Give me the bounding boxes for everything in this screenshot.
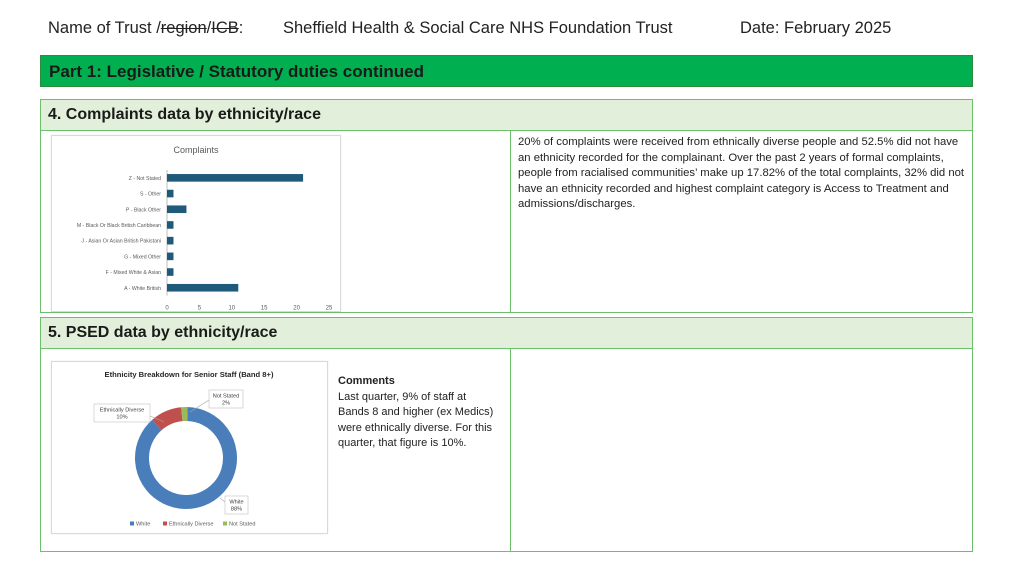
complaints-x-tick: 15	[260, 305, 268, 311]
donut-label-not-stated-pct: 2%	[221, 400, 231, 407]
complaints-x-tick: 25	[325, 305, 333, 311]
section-psed-title: 5. PSED data by ethnicity/race	[48, 324, 278, 341]
donut-label-white-name: White	[229, 499, 244, 506]
complaints-category-label: G - Mixed Other	[124, 254, 161, 261]
trust-label	[48, 19, 243, 38]
complaints-category-label: S - Other	[139, 191, 161, 198]
trust-name: Sheffield Health & Social Care NHS Foundation Trust	[283, 19, 673, 37]
complaints-category-label: J - Asian Or Asian British Pakistani	[81, 238, 161, 245]
section-psed	[40, 317, 973, 552]
psed-comments-text: Last quarter, 9% of staff at Bands 8 and higher (ex Medics) were ethnically diverse. For this quarter, that figure is 10%.	[338, 390, 494, 449]
complaints-x-tick: 10	[228, 305, 236, 311]
complaints-chart-title: Complaints	[173, 145, 219, 155]
report-date: Date: February 2025	[740, 19, 892, 37]
trust-label-prefix: Name of Trust /	[48, 19, 161, 37]
complaints-x-tick: 0	[165, 305, 169, 311]
complaints-bar	[167, 205, 186, 213]
complaints-chart-frame	[51, 135, 341, 312]
complaints-bar	[167, 221, 173, 229]
trust-label-colon: :	[238, 19, 244, 37]
complaints-category-label: F - Mixed White & Asian	[105, 270, 161, 277]
complaints-bar	[167, 174, 303, 182]
complaints-bar	[167, 253, 173, 261]
section-complaints-header	[41, 100, 972, 131]
complaints-bar	[167, 284, 238, 292]
donut-legend-swatch	[163, 522, 167, 526]
donut-label-diverse-name: Ethnically Diverse	[99, 407, 145, 414]
complaints-bar	[167, 237, 173, 245]
senior-staff-donut-chart	[52, 362, 327, 533]
senior-staff-chart-frame	[51, 361, 328, 534]
section-complaints-divider	[510, 131, 511, 312]
complaints-category-label: M - Black Or Black British Caribbean	[76, 222, 161, 229]
trust-label-sep: /	[206, 19, 212, 37]
section-complaints-title: 4. Complaints data by ethnicity/race	[48, 106, 321, 123]
donut-label-white-leader	[220, 498, 225, 502]
donut-legend-label: Ethnically Diverse	[169, 521, 214, 528]
complaints-category-label: P - Black Other	[125, 207, 161, 214]
complaints-x-tick: 5	[197, 305, 202, 311]
psed-comments-heading: Comments	[338, 375, 395, 387]
psed-comments	[338, 374, 498, 452]
complaints-category-label: A - White British	[124, 285, 161, 292]
donut-legend-swatch	[130, 522, 134, 526]
trust-label-icb: ICB	[211, 19, 239, 37]
complaints-bar-chart	[52, 136, 340, 311]
senior-staff-chart-title: Ethnicity Breakdown for Senior Staff (Band 8+)	[104, 370, 274, 379]
donut-legend-label: White	[136, 521, 151, 528]
donut-label-not-stated-name: Not Stated	[212, 393, 240, 400]
trust-label-region: region	[160, 19, 207, 37]
donut-legend-label: Not Stated	[229, 521, 256, 528]
donut-slice-white	[142, 414, 230, 502]
section-complaints	[40, 99, 973, 313]
donut-label-diverse-pct: 10%	[116, 414, 128, 421]
section-complaints-body	[41, 131, 972, 312]
section-psed-header	[41, 318, 972, 349]
complaints-bar	[167, 190, 173, 198]
complaints-category-label: Z - Not Stated	[128, 175, 161, 182]
part-title: Part 1: Legislative / Statutory duties continued	[49, 62, 425, 81]
section-psed-body	[41, 349, 972, 551]
part-title-banner	[40, 55, 973, 87]
section-psed-divider	[510, 349, 511, 551]
complaints-bar	[167, 268, 173, 276]
donut-slice-ethnically-diverse	[157, 414, 182, 425]
complaints-x-tick: 20	[293, 305, 300, 311]
donut-legend-swatch	[223, 522, 227, 526]
donut-label-white-pct: 88%	[230, 506, 243, 513]
complaints-summary-text: 20% of complaints were received from ethnically diverse people and 52.5% did not have an ethnicity recorded for the complainant. Over the past 2 years of formal complaints, people from racialised communities’ make up 17.82% of the total complaints, 32% did not have an ethnicity recorded and highest complaint category is Access to Treatment and admissions/discharges.	[518, 136, 965, 210]
